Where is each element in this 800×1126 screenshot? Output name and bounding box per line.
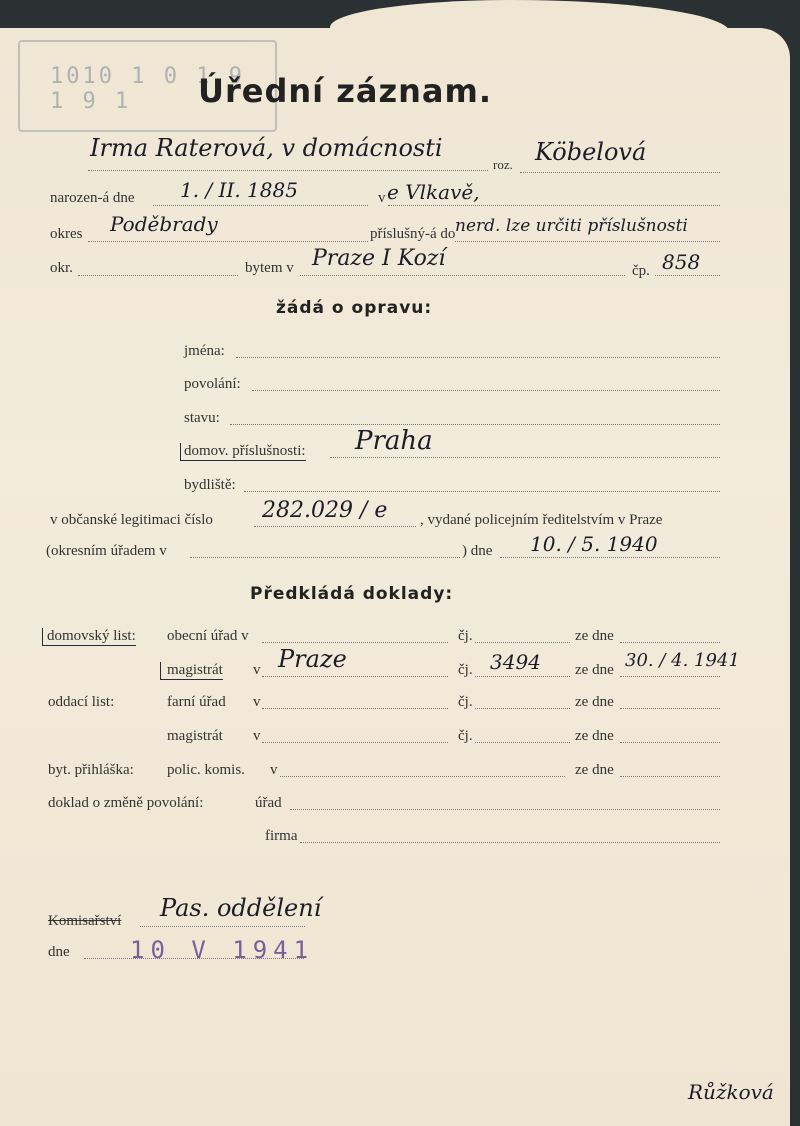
legit-issued: , vydané policejním ředitelstvím v Praze xyxy=(420,512,663,528)
zedne-label: ze dne xyxy=(575,694,614,710)
applicant-name: Irma Raterová, v domácnosti xyxy=(90,134,443,162)
stavu-label: stavu: xyxy=(184,410,220,426)
department-value: Pas. oddělení xyxy=(160,894,322,922)
v-label: v xyxy=(253,662,261,678)
torn-edge xyxy=(330,0,730,60)
living-label: bytem v xyxy=(245,260,294,276)
domovsky-label: domovský list: xyxy=(42,628,136,646)
magistrat2-label: magistrát xyxy=(167,728,223,744)
domov-value: Praha xyxy=(355,426,433,456)
farni-label: farní úřad xyxy=(167,694,226,710)
oddaci-label: oddací list: xyxy=(48,694,115,710)
signature: Růžková xyxy=(688,1080,774,1104)
magistrat-label: magistrát xyxy=(160,662,223,680)
v-label: v xyxy=(253,728,261,744)
district-label: okres xyxy=(50,226,83,242)
belongs-value: nerd. lze určiti příslušnosti xyxy=(455,216,688,236)
zedne-label: ze dne xyxy=(575,728,614,744)
magistrat-place: Praze xyxy=(278,645,347,673)
cj-label: čj. xyxy=(458,694,473,710)
section-heading-opravu: žádá o opravu: xyxy=(276,298,433,318)
cj-label: čj. xyxy=(458,728,473,744)
doklad-label: doklad o změně povolání: xyxy=(48,795,204,811)
born-label: narozen-á dne xyxy=(50,190,135,206)
birth-place: e Vlkavě, xyxy=(387,180,480,204)
cj-label: čj. xyxy=(458,628,473,644)
byt-label: byt. přihláška: xyxy=(48,762,134,778)
v-label: v xyxy=(270,762,278,778)
domov-label: domov. příslušnosti: xyxy=(180,443,306,461)
zedne-label: ze dne xyxy=(575,662,614,678)
legit-date: 10. / 5. 1940 xyxy=(530,532,658,556)
section-heading-doklady: Předkládá doklady: xyxy=(250,584,454,604)
ghost-stamp-text: 1010 1 0 1 9 1 9 1 xyxy=(50,64,245,114)
bydliste-label: bydliště: xyxy=(184,477,236,493)
okresnim-label: (okresním úřadem v xyxy=(46,543,167,559)
belongs-label: příslušný-á do xyxy=(370,226,456,242)
okr-label: okr. xyxy=(50,260,73,276)
firma-label: firma xyxy=(265,828,298,844)
footer-dne-label: dne xyxy=(48,944,70,960)
polic-label: polic. komis. xyxy=(167,762,245,778)
roz-label: roz. xyxy=(493,157,513,172)
maiden-name: Köbelová xyxy=(535,138,647,166)
legit-label: v občanské legitimaci číslo xyxy=(50,512,213,528)
magistrat-cj: 3494 xyxy=(490,650,541,674)
cj-label: čj. xyxy=(458,662,473,678)
zedne-label: ze dne xyxy=(575,628,614,644)
zedne-label: ze dne xyxy=(575,762,614,778)
jmena-label: jména: xyxy=(184,343,225,359)
komisarstvi-label: Komisařství xyxy=(48,913,122,929)
page-title: Úřední záznam. xyxy=(198,72,492,110)
legit-dne-label: ) dne xyxy=(462,543,493,559)
in-label: v xyxy=(378,190,386,206)
district-value: Poděbrady xyxy=(110,212,218,236)
povolani-label: povolání: xyxy=(184,376,241,392)
living-address: Praze I Kozí xyxy=(312,246,446,271)
magistrat-date: 30. / 4. 1941 xyxy=(625,650,740,671)
date-stamp: 10 V 1941 xyxy=(130,936,315,964)
house-number: 858 xyxy=(662,250,701,274)
obecni-label: obecní úřad v xyxy=(167,628,249,644)
legit-number: 282.029 / e xyxy=(262,498,388,523)
birth-date: 1. / II. 1885 xyxy=(180,178,298,202)
urad-label: úřad xyxy=(255,795,282,811)
cp-label: čp. xyxy=(632,263,650,279)
v-label: v xyxy=(253,694,261,710)
